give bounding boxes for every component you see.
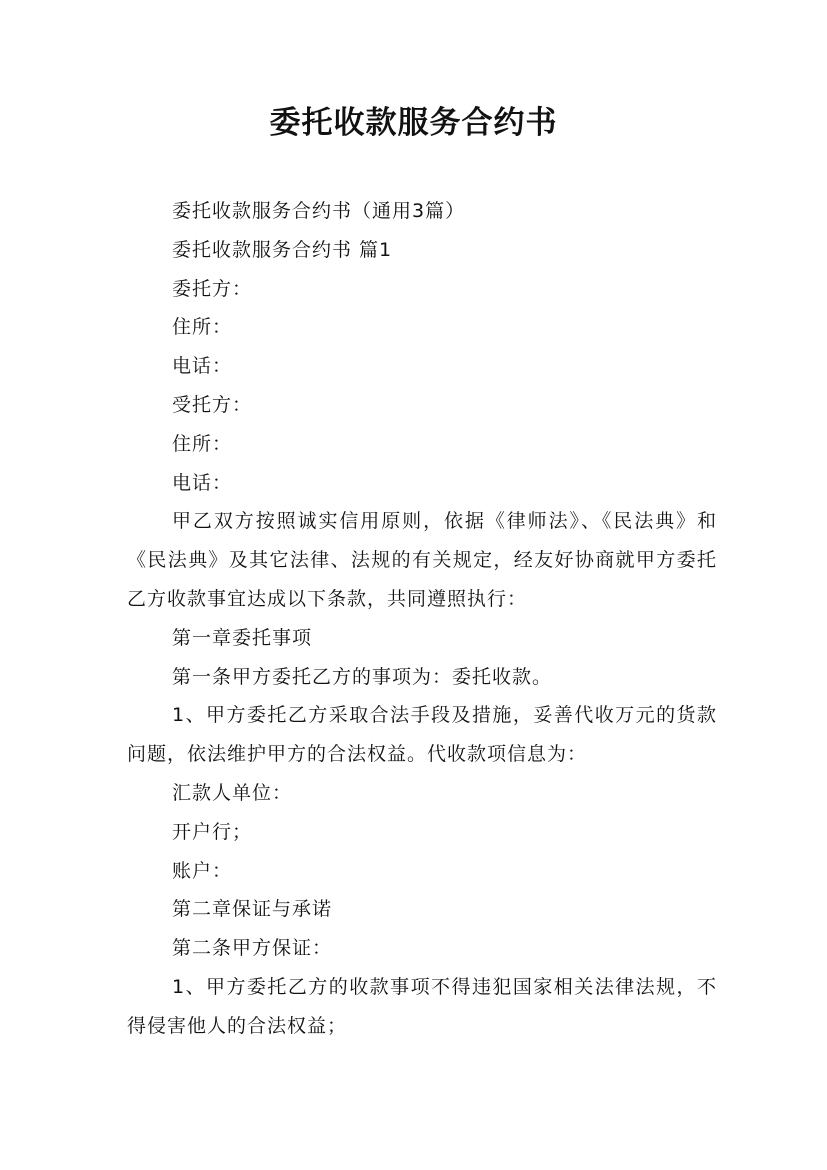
paragraph-client-address: 住所： xyxy=(172,316,233,339)
paragraph-bank: 开户行； xyxy=(172,820,253,843)
paragraph-agent: 受托方： xyxy=(172,393,253,416)
paragraph-client-phone: 电话： xyxy=(172,355,233,378)
paragraph-article-1: 第一条甲方委托乙方的事项为：委托收款。 xyxy=(172,665,553,688)
paragraph-client: 委托方： xyxy=(172,277,253,300)
paragraph-chapter-2: 第二章保证与承诺 xyxy=(172,898,333,921)
paragraph-subtitle: 委托收款服务合约书（通用3篇） xyxy=(172,200,466,222)
paragraph-preamble: 甲乙双方按照诚实信用原则，依据《律师法》、《民法典》和《民法典》及其它法律、法规的有关规定，经友好协商就甲方委托乙方收款事宜达成以下条款，共同遵照执行： xyxy=(127,510,717,610)
paragraph-account: 账户： xyxy=(172,859,233,882)
document-title: 委托收款服务合约书 xyxy=(269,105,558,141)
paragraph-agent-address: 住所： xyxy=(172,432,233,455)
paragraph-article-2: 第二条甲方保证： xyxy=(172,937,333,960)
paragraph-chapter-1: 第一章委托事项 xyxy=(172,626,313,649)
paragraph-remitter: 汇款人单位： xyxy=(172,781,293,804)
paragraph-agent-phone: 电话： xyxy=(172,471,233,494)
paragraph-item-1: 1、甲方委托乙方采取合法手段及措施，妥善代收万元的货款问题，依法维护甲方的合法权益。代收款项信息为： xyxy=(127,704,717,766)
paragraph-item-2: 1、甲方委托乙方的收款事项不得违犯国家相关法律法规，不得侵害他人的合法权益； xyxy=(127,975,717,1037)
document-body xyxy=(127,192,717,1046)
paragraph-section-heading: 委托收款服务合约书 篇1 xyxy=(172,238,393,261)
